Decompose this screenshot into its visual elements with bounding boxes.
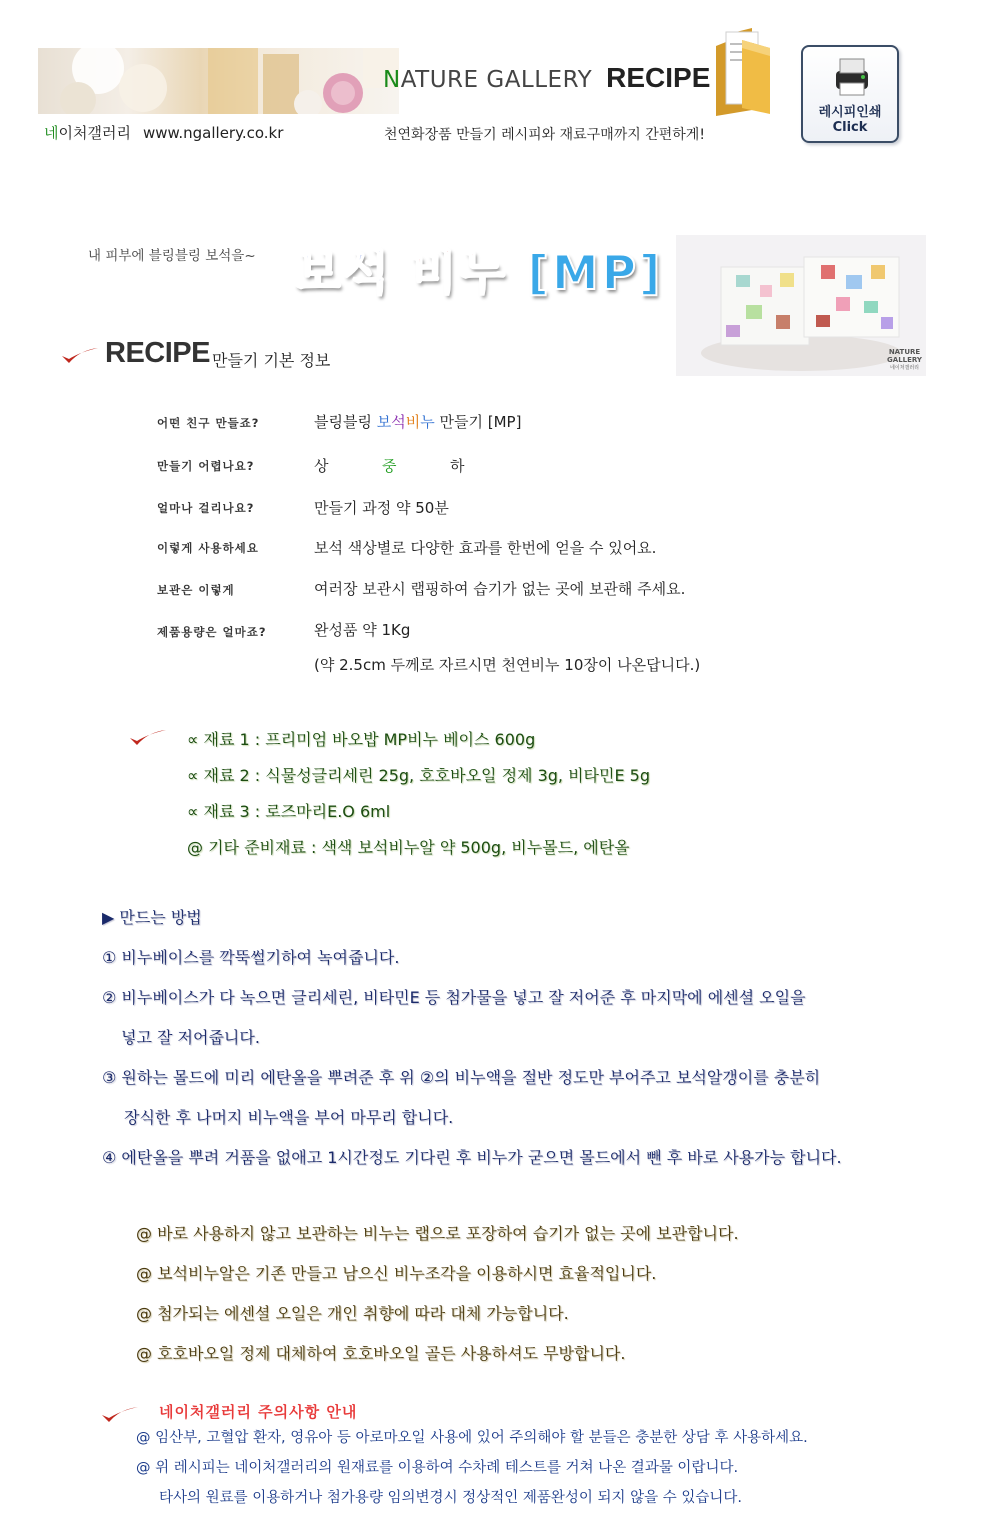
- header-banner-image: [38, 48, 399, 114]
- info-label-time: 얼마나 걸리나요?: [157, 501, 255, 515]
- recipe-heading: RECIPE: [105, 337, 210, 369]
- info-value-capacity-note: (약 2.5cm 두께로 자르시면 천연비누 10장이 나온답니다.): [314, 656, 701, 674]
- method-step: ③ 원하는 몰드에 미리 에탄올을 뿌려준 후 위 ②의 비누액을 절반 정도만 부어주고 보석알갱이를 충분히: [102, 1068, 821, 1087]
- material-item: ∝ 재료 2 : 식물성글리세린 25g, 호호바오일 정제 3g, 비타민E 5g: [187, 766, 650, 785]
- info-value-storage: 여러장 보관시 랩핑하여 습기가 없는 곳에 보관해 주세요.: [314, 580, 686, 598]
- print-button-label: 레시피인쇄 Click: [818, 105, 882, 135]
- hero-subtitle: 내 피부에 블링블링 보석을~: [88, 248, 256, 264]
- notice-title: 네이처갤러리 주의사항 안내: [159, 1403, 358, 1421]
- print-recipe-button[interactable]: [801, 45, 899, 143]
- info-label-difficulty: 만들기 어렵나요?: [157, 459, 255, 473]
- hero-title-part: 보석: [295, 246, 392, 301]
- info-value-time: 만들기 과정 약 50분: [314, 499, 449, 517]
- material-item: @ 기타 준비재료 : 색색 보석비누알 약 500g, 비누몰드, 에탄올: [187, 838, 630, 857]
- method-step: ① 비누베이스를 깍뚝썰기하여 녹여줍니다.: [102, 948, 400, 967]
- method-step: ② 비누베이스가 다 녹으면 글리세린, 비타민E 등 첨가물을 넣고 잘 저어준 후 마지막에 에센셜 오일을: [102, 988, 806, 1007]
- printer-icon: [828, 55, 876, 99]
- method-step: ④ 에탄올을 뿌려 거품을 없애고 1시간정도 기다린 후 비누가 굳으면 몰드에서 뺀 후 바로 사용가능 합니다.: [102, 1148, 842, 1167]
- info-label-usage: 이렇게 사용하세요: [157, 541, 259, 555]
- info-label-name: 어떤 친구 만들죠?: [157, 416, 260, 430]
- method-step-continued: 장식한 후 나머지 비누액을 부어 마무리 합니다.: [124, 1108, 454, 1127]
- info-value-difficulty: 상 중 하: [314, 457, 465, 475]
- site-title: NATURE GALLERY RECIPE: [383, 62, 711, 93]
- info-value-capacity: 완성품 약 1Kg: [314, 621, 411, 639]
- info-value-name: 블링블링 보석비누 만들기 [MP]: [314, 413, 522, 431]
- brand-line: 네이처갤러리 www.ngallery.co.kr: [44, 124, 284, 142]
- hero-title-part: [MP]: [507, 246, 664, 301]
- notice-line: @ 위 레시피는 네이처갤러리의 원재료를 이용하여 수차례 테스트를 거쳐 나온 결과물 이랍니다.: [136, 1460, 739, 1476]
- checkmark-icon: [100, 1405, 140, 1429]
- checkmark-icon: [60, 346, 100, 370]
- hero-title-part: 비누: [391, 246, 508, 301]
- method-step-continued: 넣고 잘 저어줍니다.: [121, 1028, 260, 1047]
- info-value-usage: 보석 색상별로 다양한 효과를 한번에 얻을 수 있어요.: [314, 539, 657, 557]
- flower-banner-graphic: [38, 48, 399, 114]
- tagline: 천연화장품 만들기 레시피와 재료구매까지 간편하게!: [384, 127, 705, 143]
- site-url-link[interactable]: www.ngallery.co.kr: [142, 124, 284, 142]
- notice-line: 타사의 원료를 이용하거나 첨가용량 임의변경시 정상적인 제품완성이 되지 않을 수 있습니다.: [159, 1490, 742, 1506]
- tip-item: @ 첨가되는 에센셜 오일은 개인 취향에 따라 대체 가능합니다.: [136, 1304, 569, 1323]
- folder-icon: [712, 26, 778, 118]
- tip-item: @ 보석비누알은 기존 만들고 남으신 비누조각을 이용하시면 효율적입니다.: [136, 1264, 657, 1283]
- material-item: ∝ 재료 1 : 프리미엄 바오밥 MP비누 베이스 600g: [187, 730, 536, 749]
- notice-line: @ 임산부, 고혈압 환자, 영유아 등 아로마오일 사용에 있어 주의해야 할 분들은 충분한 상담 후 사용하세요.: [136, 1430, 808, 1446]
- jewel-soap-photo: [676, 235, 926, 376]
- tip-item: @ 바로 사용하지 않고 보관하는 비누는 랩으로 포장하여 습기가 없는 곳에 보관합니다.: [136, 1224, 739, 1243]
- material-item: ∝ 재료 3 : 로즈마리E.O 6ml: [187, 802, 391, 821]
- info-label-capacity: 제품용량은 얼마죠?: [157, 625, 267, 639]
- hero-title: [295, 236, 664, 303]
- info-label-storage: 보관은 이렇게: [157, 583, 235, 597]
- photo-watermark-logo: NATURE GALLERY 네이처갤러리: [887, 348, 922, 371]
- recipe-subheading: 만들기 기본 정보: [212, 351, 331, 370]
- tip-item: @ 호호바오일 정제 대체하여 호호바오일 골든 사용하셔도 무방합니다.: [136, 1344, 626, 1363]
- checkmark-icon: [128, 728, 168, 752]
- method-heading: ▶ 만드는 방법: [102, 908, 202, 927]
